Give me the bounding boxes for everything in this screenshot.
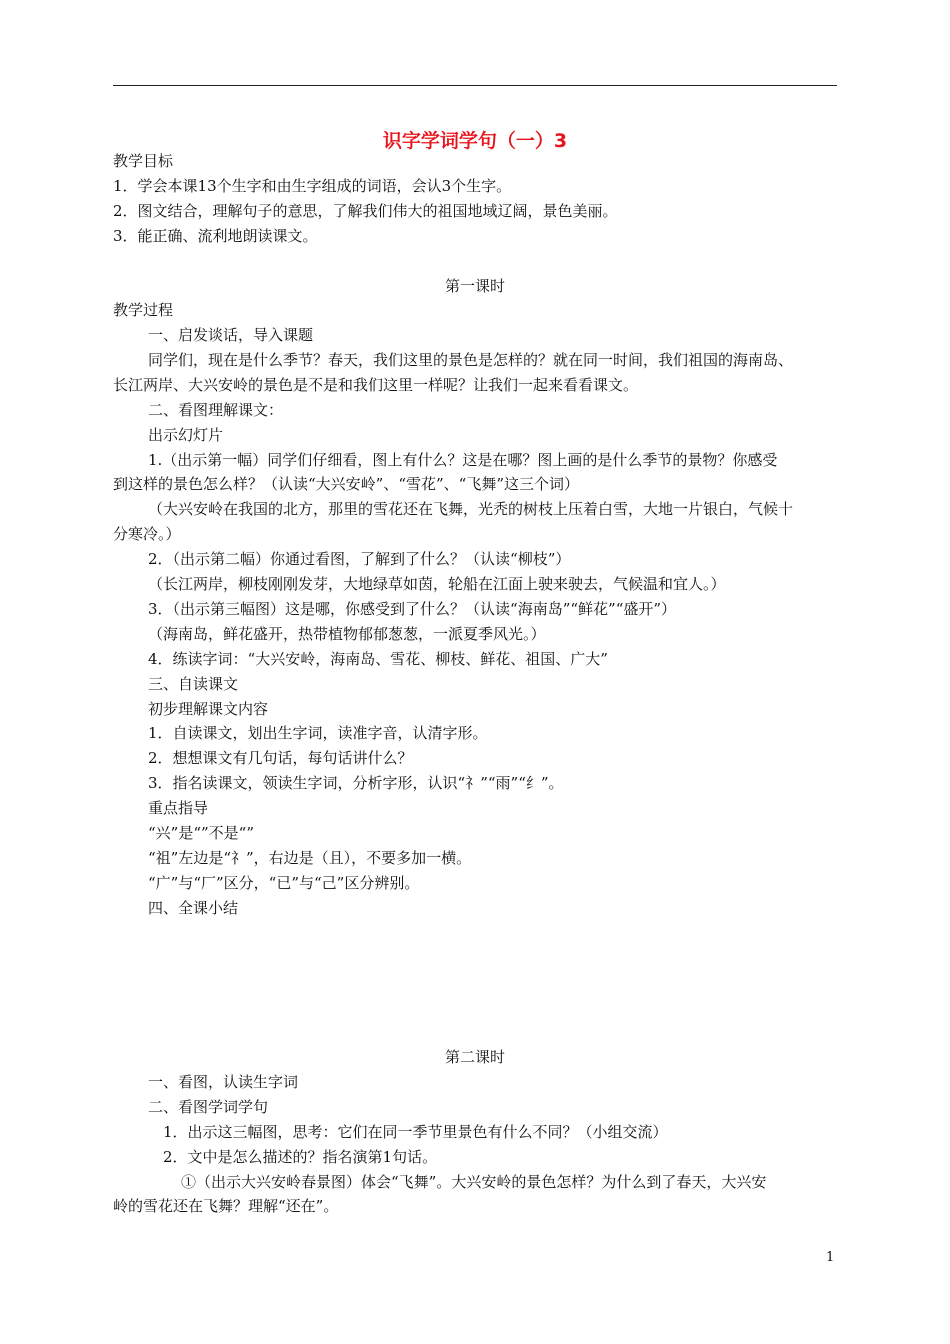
lesson2-line: 2．文中是怎么描述的？指名演第1句话。 <box>163 1148 438 1166</box>
lesson1-line: 3．指名读课文，领读生字词，分析字形，认识“礻”“雨”“纟”。 <box>148 774 564 792</box>
header-rule <box>113 85 837 86</box>
lesson1-line: 三、自读课文 <box>148 675 239 693</box>
lesson2-line: 岭的雪花还在飞舞？理解“还在”。 <box>113 1197 339 1215</box>
lesson1-line: 1．自读课文，划出生字词，读准字音，认清字形。 <box>148 724 488 742</box>
process-heading: 教学过程 <box>113 301 174 319</box>
lesson2-line: 一、看图，认读生字词 <box>148 1073 299 1091</box>
lesson1-line: 四、全课小结 <box>148 899 239 917</box>
page-number: 1 <box>826 1250 835 1265</box>
objective-item: 3．能正确、流利地朗读课文。 <box>113 227 318 245</box>
lesson1-line: 3．（出示第三幅图）这是哪，你感受到了什么？（认读“海南岛”“鲜花”“盛开”） <box>148 600 677 618</box>
lesson1-line: 出示幻灯片 <box>148 426 224 444</box>
lesson1-line: （长江两岸，柳枝刚刚发芽，大地绿草如茵，轮船在江面上驶来驶去，气候温和宜人。） <box>148 575 726 593</box>
lesson1-line: 4．练读字词：“大兴安岭，海南岛、雪花、柳枝、鲜花、祖国、广大” <box>148 650 608 668</box>
lesson1-line: “祖”左边是“礻”，右边是（且），不要多加一横。 <box>148 849 472 867</box>
lesson2-line: 二、看图学词学句 <box>148 1098 269 1116</box>
lesson1-line: 2．想想课文有几句话，每句话讲什么？ <box>148 749 413 767</box>
lesson1-line: 1.（出示第一幅）同学们仔细看，图上有什么？这是在哪？图上画的是什么季节的景物？你感受 <box>148 451 778 469</box>
objective-item: 2．图文结合，理解句子的意思，了解我们伟大的祖国地域辽阔，景色美丽。 <box>113 202 618 220</box>
lesson1-heading: 第一课时 <box>444 277 505 295</box>
lesson1-line: （大兴安岭在我国的北方，那里的雪花还在飞舞，光秃的树枝上压着白雪，大地一片银白，气候十 <box>148 500 794 518</box>
lesson1-line: 初步理解课文内容 <box>148 700 269 718</box>
lesson1-line: （海南岛，鲜花盛开，热带植物郁郁葱葱，一派夏季风光。） <box>148 625 546 643</box>
lesson2-heading: 第二课时 <box>444 1048 505 1066</box>
lesson2-line: ①（出示大兴安岭春景图）体会“飞舞”。大兴安岭的景色怎样？为什么到了春天，大兴安 <box>181 1173 767 1191</box>
lesson1-line: 重点指导 <box>148 799 209 817</box>
document-title: 识字学词学句（一）3 <box>382 130 568 152</box>
lesson1-line: 一、启发谈话，导入课题 <box>148 326 314 344</box>
lesson2-line: 1．出示这三幅图，思考：它们在同一季节里景色有什么不同？（小组交流） <box>163 1123 668 1141</box>
lesson1-line: 到这样的景色怎么样？（认读“大兴安岭”、“雪花”、“飞舞”这三个词） <box>113 475 580 493</box>
lesson1-line: “广”与“厂”区分，“已”与“己”区分辨别。 <box>148 874 420 892</box>
lesson1-line: 2．（出示第二幅）你通过看图，了解到了什么？（认读“柳枝”） <box>148 550 571 568</box>
objectives-heading: 教学目标 <box>113 152 174 170</box>
lesson1-line: 分寒冷。） <box>113 525 181 543</box>
lesson1-line: 二、看图理解课文： <box>148 401 284 419</box>
lesson1-line: 长江两岸、大兴安岭的景色是不是和我们这里一样呢？让我们一起来看看课文。 <box>113 376 639 394</box>
objective-item: 1．学会本课13个生字和由生字组成的词语，会认3个生字。 <box>113 177 512 195</box>
lesson1-line: “兴”是“”不是“” <box>148 824 255 842</box>
lesson1-line: 同学们，现在是什么季节？春天，我们这里的景色是怎样的？就在同一时间，我们祖国的海南岛、 <box>148 351 794 369</box>
